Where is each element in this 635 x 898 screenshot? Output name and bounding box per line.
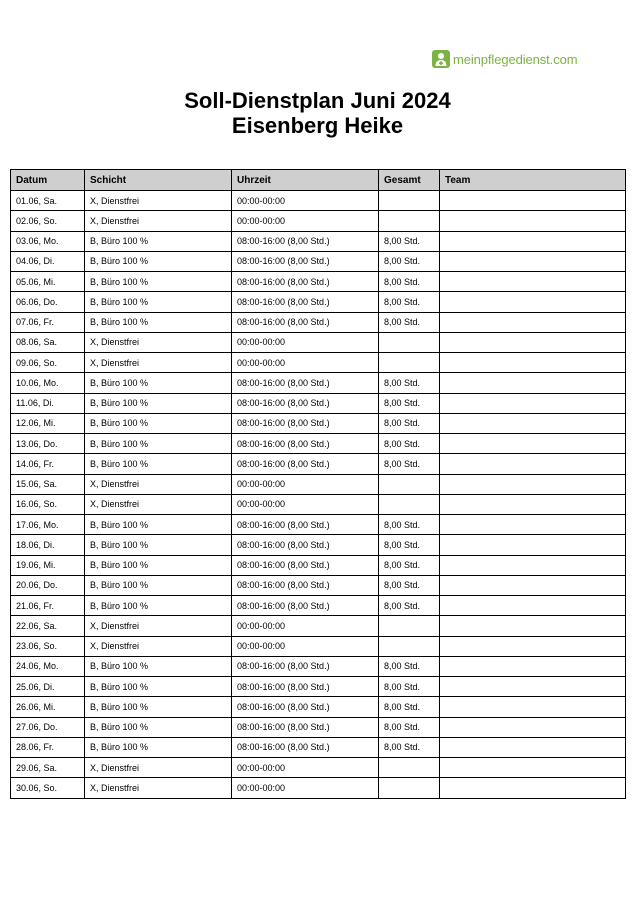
cell-uhrzeit: 08:00-16:00 (8,00 Std.)	[232, 656, 379, 676]
cell-uhrzeit: 00:00-00:00	[232, 191, 379, 211]
cell-uhrzeit: 08:00-16:00 (8,00 Std.)	[232, 292, 379, 312]
cell-datum: 21.06, Fr.	[11, 596, 85, 616]
table-row	[11, 393, 626, 413]
cell-uhrzeit: 08:00-16:00 (8,00 Std.)	[232, 454, 379, 474]
cell-uhrzeit: 00:00-00:00	[232, 494, 379, 514]
cell-gesamt: 8,00 Std.	[379, 292, 440, 312]
cell-uhrzeit: 00:00-00:00	[232, 332, 379, 352]
cell-uhrzeit: 08:00-16:00 (8,00 Std.)	[232, 373, 379, 393]
cell-team	[440, 191, 626, 211]
cell-datum: 06.06, Do.	[11, 292, 85, 312]
table-row	[11, 656, 626, 676]
cell-schicht: B, Büro 100 %	[85, 373, 232, 393]
cell-gesamt	[379, 758, 440, 778]
cell-datum: 10.06, Mo.	[11, 373, 85, 393]
schedule-table-body	[11, 191, 626, 799]
table-row	[11, 535, 626, 555]
table-row	[11, 191, 626, 211]
cell-schicht: B, Büro 100 %	[85, 312, 232, 332]
cell-uhrzeit: 08:00-16:00 (8,00 Std.)	[232, 272, 379, 292]
cell-team	[440, 535, 626, 555]
cell-datum: 20.06, Do.	[11, 575, 85, 595]
cell-gesamt: 8,00 Std.	[379, 251, 440, 271]
cell-uhrzeit: 00:00-00:00	[232, 211, 379, 231]
cell-uhrzeit: 08:00-16:00 (8,00 Std.)	[232, 596, 379, 616]
table-row	[11, 758, 626, 778]
cell-team	[440, 251, 626, 271]
cell-gesamt	[379, 211, 440, 231]
table-row	[11, 434, 626, 454]
cell-datum: 01.06, Sa.	[11, 191, 85, 211]
cell-datum: 18.06, Di.	[11, 535, 85, 555]
cell-team	[440, 717, 626, 737]
cell-uhrzeit: 08:00-16:00 (8,00 Std.)	[232, 737, 379, 757]
cell-team	[440, 353, 626, 373]
cell-gesamt: 8,00 Std.	[379, 697, 440, 717]
cell-datum: 04.06, Di.	[11, 251, 85, 271]
cell-gesamt: 8,00 Std.	[379, 737, 440, 757]
table-row	[11, 211, 626, 231]
cell-team	[440, 697, 626, 717]
cell-gesamt: 8,00 Std.	[379, 717, 440, 737]
cell-team	[440, 373, 626, 393]
cell-gesamt: 8,00 Std.	[379, 596, 440, 616]
table-row	[11, 332, 626, 352]
cell-team	[440, 434, 626, 454]
column-header-team: Team	[440, 170, 626, 191]
table-row	[11, 474, 626, 494]
cell-schicht: X, Dienstfrei	[85, 778, 232, 798]
cell-schicht: B, Büro 100 %	[85, 454, 232, 474]
cell-schicht: B, Büro 100 %	[85, 434, 232, 454]
table-row	[11, 373, 626, 393]
cell-datum: 17.06, Mo.	[11, 515, 85, 535]
cell-team	[440, 474, 626, 494]
cell-uhrzeit: 00:00-00:00	[232, 616, 379, 636]
cell-uhrzeit: 00:00-00:00	[232, 778, 379, 798]
cell-gesamt	[379, 778, 440, 798]
cell-datum: 25.06, Di.	[11, 677, 85, 697]
cell-team	[440, 778, 626, 798]
cell-gesamt: 8,00 Std.	[379, 373, 440, 393]
cell-schicht: X, Dienstfrei	[85, 353, 232, 373]
cell-team	[440, 332, 626, 352]
cell-schicht: X, Dienstfrei	[85, 616, 232, 636]
cell-schicht: B, Büro 100 %	[85, 535, 232, 555]
employee-name: Eisenberg Heike	[231, 113, 404, 138]
cell-datum: 02.06, So.	[11, 211, 85, 231]
cell-team	[440, 272, 626, 292]
cell-team	[440, 454, 626, 474]
cell-schicht: B, Büro 100 %	[85, 677, 232, 697]
table-row	[11, 353, 626, 373]
cell-team	[440, 737, 626, 757]
table-row	[11, 515, 626, 535]
table-row	[11, 616, 626, 636]
cell-schicht: B, Büro 100 %	[85, 231, 232, 251]
cell-uhrzeit: 08:00-16:00 (8,00 Std.)	[232, 515, 379, 535]
table-row	[11, 413, 626, 433]
column-header-gesamt: Gesamt	[379, 170, 440, 191]
schedule-table	[10, 169, 626, 799]
cell-team	[440, 494, 626, 514]
cell-schicht: B, Büro 100 %	[85, 656, 232, 676]
column-header-datum: Datum	[11, 170, 85, 191]
table-row	[11, 231, 626, 251]
cell-uhrzeit: 08:00-16:00 (8,00 Std.)	[232, 555, 379, 575]
nurse-icon	[432, 50, 450, 68]
cell-gesamt: 8,00 Std.	[379, 413, 440, 433]
cell-gesamt: 8,00 Std.	[379, 231, 440, 251]
cell-uhrzeit: 08:00-16:00 (8,00 Std.)	[232, 393, 379, 413]
cell-schicht: X, Dienstfrei	[85, 332, 232, 352]
cell-gesamt	[379, 191, 440, 211]
cell-schicht: B, Büro 100 %	[85, 697, 232, 717]
cell-gesamt: 8,00 Std.	[379, 272, 440, 292]
cell-uhrzeit: 08:00-16:00 (8,00 Std.)	[232, 575, 379, 595]
cell-gesamt	[379, 636, 440, 656]
cell-schicht: B, Büro 100 %	[85, 737, 232, 757]
cell-gesamt	[379, 474, 440, 494]
table-row	[11, 555, 626, 575]
cell-datum: 08.06, Sa.	[11, 332, 85, 352]
cell-uhrzeit: 00:00-00:00	[232, 758, 379, 778]
document-header	[0, 88, 635, 138]
table-row	[11, 596, 626, 616]
cell-team	[440, 515, 626, 535]
cell-datum: 27.06, Do.	[11, 717, 85, 737]
cell-team	[440, 393, 626, 413]
cell-datum: 22.06, Sa.	[11, 616, 85, 636]
cell-datum: 13.06, Do.	[11, 434, 85, 454]
table-row	[11, 494, 626, 514]
cell-schicht: B, Büro 100 %	[85, 272, 232, 292]
cell-datum: 30.06, So.	[11, 778, 85, 798]
cell-datum: 11.06, Di.	[11, 393, 85, 413]
cell-schicht: B, Büro 100 %	[85, 515, 232, 535]
cell-schicht: B, Büro 100 %	[85, 555, 232, 575]
cell-datum: 09.06, So.	[11, 353, 85, 373]
cell-datum: 19.06, Mi.	[11, 555, 85, 575]
cell-schicht: X, Dienstfrei	[85, 191, 232, 211]
table-row	[11, 697, 626, 717]
cell-gesamt: 8,00 Std.	[379, 535, 440, 555]
cell-gesamt	[379, 353, 440, 373]
document-title: Soll-Dienstplan Juni 2024	[184, 88, 451, 113]
column-header-schicht: Schicht	[85, 170, 232, 191]
cell-schicht: B, Büro 100 %	[85, 596, 232, 616]
table-header-row	[11, 170, 626, 191]
cell-datum: 29.06, Sa.	[11, 758, 85, 778]
cell-gesamt: 8,00 Std.	[379, 555, 440, 575]
cell-uhrzeit: 08:00-16:00 (8,00 Std.)	[232, 251, 379, 271]
table-row	[11, 778, 626, 798]
cell-team	[440, 758, 626, 778]
cell-team	[440, 575, 626, 595]
cell-schicht: X, Dienstfrei	[85, 211, 232, 231]
cell-gesamt	[379, 494, 440, 514]
cell-uhrzeit: 08:00-16:00 (8,00 Std.)	[232, 312, 379, 332]
cell-uhrzeit: 08:00-16:00 (8,00 Std.)	[232, 434, 379, 454]
cell-datum: 28.06, Fr.	[11, 737, 85, 757]
cell-schicht: B, Büro 100 %	[85, 292, 232, 312]
cell-datum: 12.06, Mi.	[11, 413, 85, 433]
cell-datum: 23.06, So.	[11, 636, 85, 656]
cell-team	[440, 231, 626, 251]
table-row	[11, 677, 626, 697]
cell-schicht: X, Dienstfrei	[85, 494, 232, 514]
cell-team	[440, 413, 626, 433]
table-row	[11, 737, 626, 757]
logo-text: meinpflegedienst.com	[453, 51, 578, 67]
cell-uhrzeit: 00:00-00:00	[232, 636, 379, 656]
cell-schicht: X, Dienstfrei	[85, 474, 232, 494]
cell-datum: 03.06, Mo.	[11, 231, 85, 251]
cell-team	[440, 677, 626, 697]
cell-gesamt: 8,00 Std.	[379, 575, 440, 595]
cell-uhrzeit: 00:00-00:00	[232, 474, 379, 494]
cell-schicht: X, Dienstfrei	[85, 636, 232, 656]
cell-team	[440, 596, 626, 616]
table-row	[11, 312, 626, 332]
cell-gesamt: 8,00 Std.	[379, 312, 440, 332]
cell-team	[440, 312, 626, 332]
cell-gesamt	[379, 332, 440, 352]
cell-uhrzeit: 08:00-16:00 (8,00 Std.)	[232, 697, 379, 717]
cell-team	[440, 292, 626, 312]
brand-logo	[432, 48, 577, 70]
table-row	[11, 636, 626, 656]
cell-datum: 05.06, Mi.	[11, 272, 85, 292]
cell-schicht: B, Büro 100 %	[85, 393, 232, 413]
table-row	[11, 272, 626, 292]
cell-gesamt: 8,00 Std.	[379, 393, 440, 413]
cell-datum: 15.06, Sa.	[11, 474, 85, 494]
cell-gesamt	[379, 616, 440, 636]
cell-datum: 24.06, Mo.	[11, 656, 85, 676]
cell-uhrzeit: 00:00-00:00	[232, 353, 379, 373]
cell-schicht: B, Büro 100 %	[85, 413, 232, 433]
cell-schicht: B, Büro 100 %	[85, 575, 232, 595]
cell-uhrzeit: 08:00-16:00 (8,00 Std.)	[232, 413, 379, 433]
cell-uhrzeit: 08:00-16:00 (8,00 Std.)	[232, 231, 379, 251]
table-row	[11, 292, 626, 312]
cell-team	[440, 636, 626, 656]
cell-team	[440, 656, 626, 676]
table-row	[11, 454, 626, 474]
cell-datum: 07.06, Fr.	[11, 312, 85, 332]
cell-gesamt: 8,00 Std.	[379, 656, 440, 676]
cell-team	[440, 616, 626, 636]
cell-datum: 26.06, Mi.	[11, 697, 85, 717]
cell-gesamt: 8,00 Std.	[379, 515, 440, 535]
column-header-uhrzeit: Uhrzeit	[232, 170, 379, 191]
table-row	[11, 717, 626, 737]
cell-schicht: X, Dienstfrei	[85, 758, 232, 778]
cell-gesamt: 8,00 Std.	[379, 434, 440, 454]
cell-uhrzeit: 08:00-16:00 (8,00 Std.)	[232, 677, 379, 697]
cell-datum: 14.06, Fr.	[11, 454, 85, 474]
cell-uhrzeit: 08:00-16:00 (8,00 Std.)	[232, 535, 379, 555]
cell-uhrzeit: 08:00-16:00 (8,00 Std.)	[232, 717, 379, 737]
cell-team	[440, 555, 626, 575]
cell-gesamt: 8,00 Std.	[379, 677, 440, 697]
table-row	[11, 575, 626, 595]
cell-team	[440, 211, 626, 231]
cell-datum: 16.06, So.	[11, 494, 85, 514]
table-row	[11, 251, 626, 271]
cell-schicht: B, Büro 100 %	[85, 717, 232, 737]
cell-gesamt: 8,00 Std.	[379, 454, 440, 474]
cell-schicht: B, Büro 100 %	[85, 251, 232, 271]
